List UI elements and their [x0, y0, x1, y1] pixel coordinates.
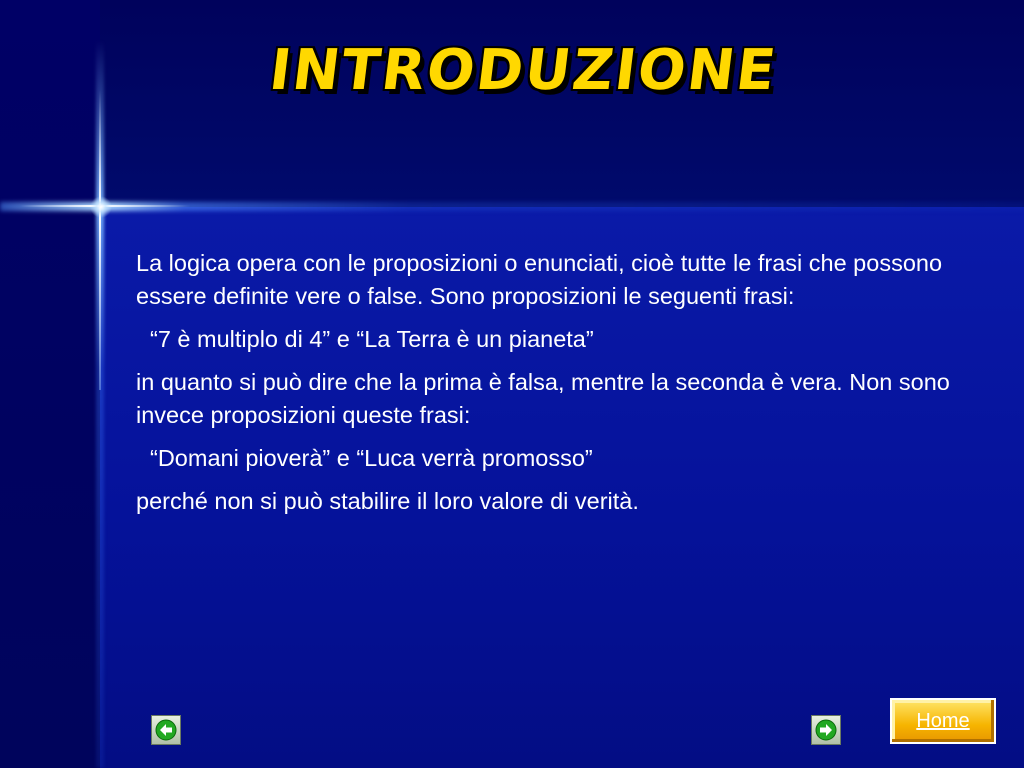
previous-slide-button[interactable]	[151, 715, 181, 745]
arrow-left-icon	[155, 719, 177, 741]
example-propositions: “7 è multiplo di 4” e “La Terra è un pianeta”	[150, 326, 594, 352]
home-button-label: Home	[916, 710, 970, 732]
star-flare-icon	[90, 196, 112, 218]
light-streak-vertical-core	[99, 90, 101, 390]
arrow-right-icon	[815, 719, 837, 741]
background-left-panel	[0, 0, 100, 768]
slide-body	[136, 247, 956, 528]
paragraph-explanation: in quanto si può dire che la prima è falsa, mentre la seconda è vera. Non sono invece proposizioni queste frasi:	[136, 369, 950, 428]
background-top-panel	[100, 0, 1024, 207]
next-slide-button[interactable]	[811, 715, 841, 745]
slide-title: INTRODUZIONE	[266, 38, 781, 103]
paragraph-conclusion: perché non si può stabilire il loro valore di verità.	[136, 488, 639, 514]
example-non-propositions: “Domani pioverà” e “Luca verrà promosso”	[150, 445, 593, 471]
paragraph-intro: La logica opera con le proposizioni o enunciati, cioè tutte le frasi che possono essere definite vere o false. Sono proposizioni le seguenti frasi:	[136, 250, 943, 309]
home-button[interactable]	[890, 698, 996, 744]
